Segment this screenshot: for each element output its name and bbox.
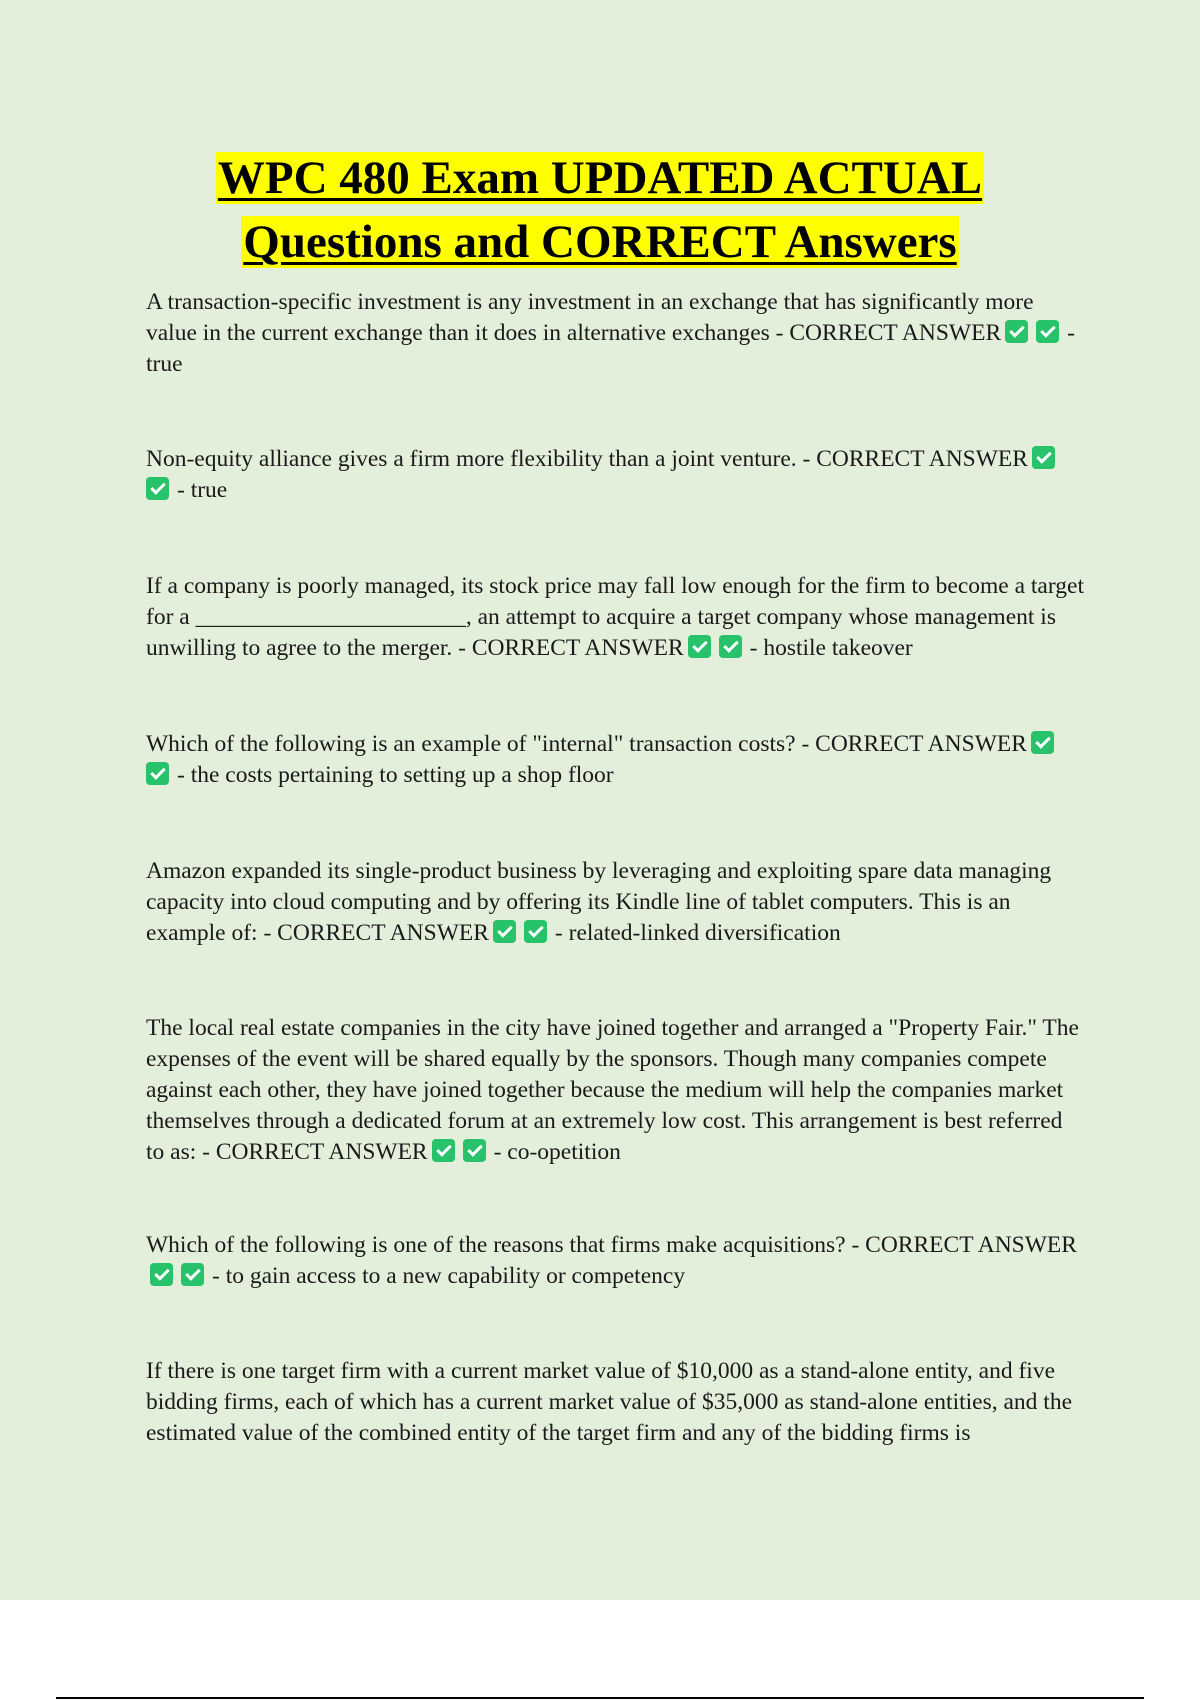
answer-text: - co-opetition bbox=[493, 1139, 621, 1165]
question-text: Which of the following is one of the reasons that firms make acquisitions? bbox=[146, 1232, 846, 1258]
checkmark-icon bbox=[146, 477, 169, 500]
checkmark-icon bbox=[719, 635, 742, 658]
answer-marker: - CORRECT ANSWER bbox=[202, 1139, 428, 1165]
answer-text: - the costs pertaining to setting up a shop floor bbox=[177, 762, 614, 788]
answer-text: - to gain access to a new capability or competency bbox=[212, 1263, 686, 1289]
checkmark-icon bbox=[1032, 446, 1055, 469]
checkmark-icon bbox=[1005, 320, 1028, 343]
answer-text: - hostile takeover bbox=[749, 635, 913, 661]
answer-marker: - CORRECT ANSWER bbox=[263, 920, 489, 946]
question-text: Which of the following is an example of "internal" transaction costs? bbox=[146, 731, 796, 757]
qa-item-1 bbox=[146, 287, 1086, 380]
answer-marker: - CORRECT ANSWER bbox=[801, 731, 1027, 757]
question-text: If a company is poorly managed, its stock price may fall low enough for the firm to become a target for a _______________________, an attempt to acquire a target company whose management is unwilling to agree to the merger. bbox=[146, 573, 1084, 661]
question-text: The local real estate companies in the city have joined together and arranged a "Property Fair." The expenses of the event will be shared equally by the sponsors. Though many companies compete against each other, they have joined together because the medium will help the companies market themselves through a dedicated forum at an extremely low cost. This arrangement is best referred to as: bbox=[146, 1015, 1079, 1165]
question-text: Amazon expanded its single-product business by leveraging and exploiting spare data managing capacity into cloud computing and by offering its Kindle line of tablet computers. This is an example of: bbox=[146, 858, 1052, 946]
checkmark-icon bbox=[1031, 731, 1054, 754]
answer-text: - true bbox=[146, 320, 1075, 377]
qa-item-6 bbox=[146, 1013, 1086, 1168]
checkmark-icon bbox=[146, 762, 169, 785]
answer-text: - related-linked diversification bbox=[554, 920, 841, 946]
checkmark-icon bbox=[1036, 320, 1059, 343]
qa-item-2 bbox=[146, 444, 1086, 506]
title-line-2: Questions and CORRECT Answers bbox=[243, 216, 957, 268]
answer-marker: - CORRECT ANSWER bbox=[802, 446, 1028, 472]
question-text: A transaction-specific investment is any investment in an exchange that has significantly more value in the current exchange than it does in alternative exchanges bbox=[146, 289, 1034, 346]
answer-marker: - CORRECT ANSWER bbox=[851, 1232, 1077, 1258]
qa-item-7 bbox=[146, 1230, 1086, 1292]
footer-divider bbox=[56, 1697, 1144, 1699]
qa-item-3 bbox=[146, 571, 1086, 664]
answer-text: - true bbox=[177, 477, 228, 503]
answer-marker: - CORRECT ANSWER bbox=[775, 320, 1002, 346]
qa-item-4 bbox=[146, 729, 1086, 791]
checkmark-icon bbox=[493, 920, 516, 943]
checkmark-icon bbox=[688, 635, 711, 658]
question-text: If there is one target firm with a current market value of $10,000 as a stand-alone entity, and five bidding firms, each of which has a current market value of $35,000 as stand-alone entities, and the estimated value of the combined entity of the target firm and any of the bidding firms is bbox=[146, 1358, 1073, 1446]
checkmark-icon bbox=[150, 1263, 173, 1286]
checkmark-icon bbox=[432, 1139, 455, 1162]
qa-item-5 bbox=[146, 856, 1086, 949]
checkmark-icon bbox=[524, 920, 547, 943]
title-line-1: WPC 480 Exam UPDATED ACTUAL bbox=[217, 152, 983, 204]
qa-item-8 bbox=[146, 1356, 1086, 1449]
checkmark-icon bbox=[463, 1139, 486, 1162]
document-title bbox=[0, 146, 1200, 274]
question-text: Non-equity alliance gives a firm more flexibility than a joint venture. bbox=[146, 446, 797, 472]
checkmark-icon bbox=[181, 1263, 204, 1286]
answer-marker: - CORRECT ANSWER bbox=[458, 635, 684, 661]
